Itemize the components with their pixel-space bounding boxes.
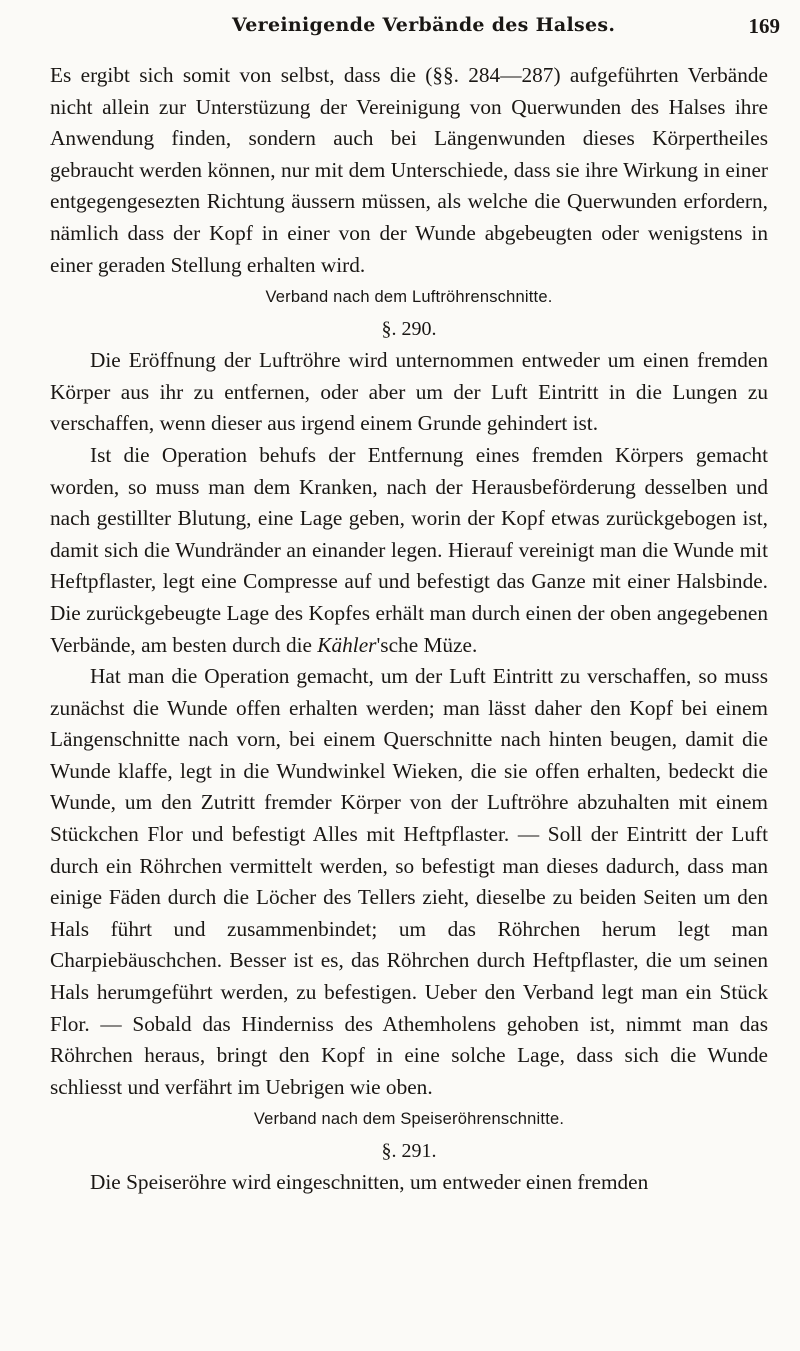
section-number-291: §. 291.	[381, 1140, 437, 1163]
paragraph-text: Ist die Operation behufs der Entfernung eines fremden Körpers gemacht worden, so muss man dem Kranken, nach der Herausbeförderung desselben und nach gestillter Blutung, eine Lage geben, worin der Kopf etwas zurückgebogen ist, damit sich die Wundränder an einander legen. Hierauf vereinigt man die Wunde mit Heftpflaster, legt eine Compresse auf und befestigt das Ganze mit einer Halsbinde. Die zurückgebeugte Lage des Kopfes erhält man durch einen der oben angegebenen Verbände, am besten durch die	[50, 442, 768, 657]
running-header	[0, 12, 800, 44]
section-heading-esophagotomy: Verband nach dem Speiseröhrenschnitte.	[253, 1110, 565, 1129]
paragraph-esophagotomy: Die Speiseröhre wird eingeschnitten, um entweder einen fremden	[90, 1170, 649, 1195]
section-number-290: §. 290.	[381, 318, 437, 341]
section-heading-tracheotomy: Verband nach dem Luftröhrenschnitte.	[265, 288, 553, 307]
paragraph-intro: Es ergibt sich somit von selbst, dass die (§§. 284—287) aufgeführten Verbände nicht allein zur Unterstüzung der Vereinigung von Querwunden des Halses ihre Anwendung finden, sondern auch bei Längenwunden dieses Körpertheiles gebraucht werden können, nur mit dem Unterschiede, dass sie ihre Wirkung in einer entgegengesezten Richtung äussern müssen, als welche die Querwunden erfordern, nämlich dass der Kopf in einer von der Wunde abgebeugten oder wenigstens in einer geraden Stellung erhalten wird.	[50, 63, 768, 277]
paragraph-tracheotomy-purpose: Die Eröffnung der Luftröhre wird unternommen entweder um einen fremden Körper aus ihr zu entfernen, oder aber um der Luft Eintritt in die Lungen zu verschaffen, wenn dieser aus irgend einem Grunde gehindert ist.	[50, 348, 768, 436]
running-title: Vereinigende Verbände des Halses.	[232, 14, 616, 36]
paragraph-text: 'sche Müze.	[376, 632, 478, 657]
body-text	[50, 60, 768, 1199]
paragraph-foreign-body	[50, 440, 768, 661]
paragraph-air-entry: Hat man die Operation gemacht, um der Luft Eintritt zu verschaffen, so muss zunächst die Wunde offen erhalten werden; man lässt daher den Kopf bei einem Längenschnitte nach vorn, bei einem Querschnitte nach hinten beugen, damit die Wunde klaffe, legt in die Wundwinkel Wieken, die sie offen erhalten, bedeckt die Wunde, um den Zutritt fremder Körper von der Luftröhre abzuhalten mit einem Stückchen Flor und befestigt Alles mit Heftpflaster. — Soll der Eintritt der Luft durch ein Röhrchen vermittelt werden, so befestigt man dieses dadurch, dass man einige Fäden durch die Löcher des Tellers zieht, dieselbe zu beiden Seiten um den Hals führt und zusammenbindet; um das Röhrchen herum legt man Charpiebäuschchen. Besser ist es, das Röhrchen durch Heftpflaster, die um seinen Hals herumgeführt werden, zu befestigen. Ueber den Verband legt man ein Stück Flor. — Sobald das Hinderniss des Athemholens gehoben ist, nimmt man das Röhrchen heraus, bringt den Kopf in eine solche Lage, dass sich die Wunde schliesst und verfährt im Uebrigen wie oben.	[50, 664, 768, 1099]
author-name: Kähler	[317, 632, 377, 657]
page-number: 169	[748, 14, 780, 38]
